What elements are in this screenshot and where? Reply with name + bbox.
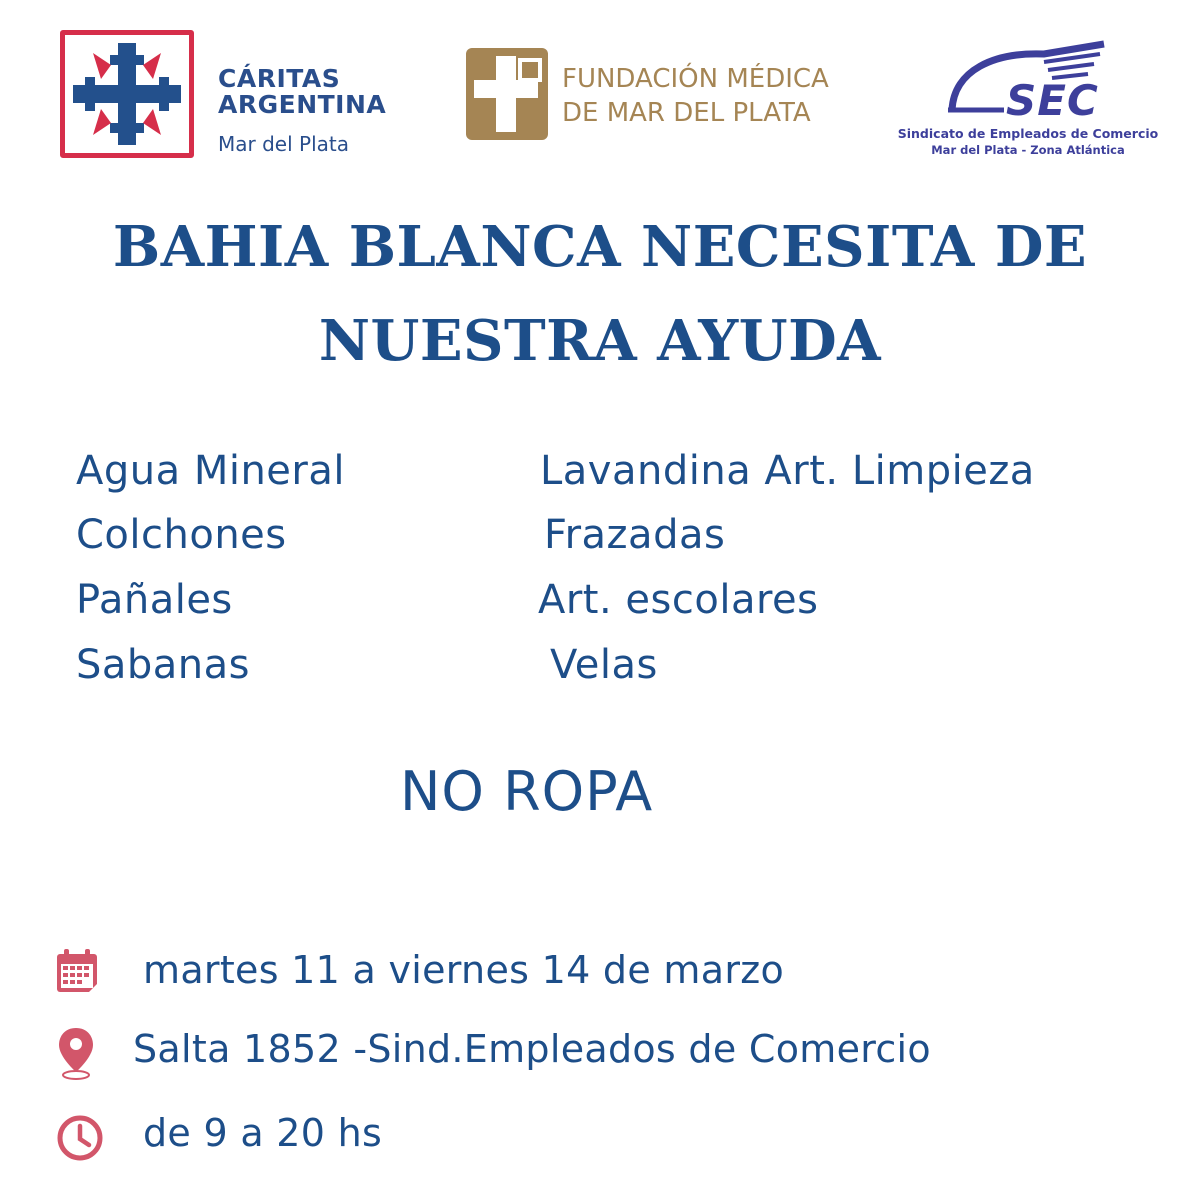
sec-fullname: Sindicato de Empleados de Comercio	[897, 126, 1159, 141]
fundacion-line1: FUNDACIÓN MÉDICA	[562, 64, 829, 94]
caritas-city: Mar del Plata	[218, 132, 349, 156]
item-panales: Pañales	[76, 577, 233, 623]
date-text: martes 11 a viernes 14 de marzo	[143, 948, 785, 992]
caritas-name	[218, 66, 386, 118]
item-sabanas: Sabanas	[76, 642, 251, 688]
hours-text: de 9 a 20 hs	[143, 1111, 383, 1155]
caritas-line2: ARGENTINA	[218, 90, 387, 119]
location-text: Salta 1852 -Sind.Empleados de Comercio	[133, 1027, 931, 1071]
caritas-line1: CÁRITAS	[218, 64, 341, 93]
item-agua-mineral: Agua Mineral	[76, 448, 345, 494]
fundacion-line2: DE MAR DEL PLATA	[562, 98, 811, 128]
fundacion-cross-icon	[466, 48, 548, 140]
map-pin-icon	[56, 1026, 96, 1080]
sec-acronym: SEC	[1006, 76, 1099, 125]
item-art-escolares: Art. escolares	[538, 577, 819, 623]
fundacion-name	[562, 62, 829, 130]
clock-icon	[56, 1114, 104, 1162]
calendar-icon	[55, 948, 101, 996]
caritas-emblem	[60, 30, 194, 158]
item-lavandina: Lavandina Art. Limpieza	[540, 448, 1035, 494]
caritas-cross-icon	[65, 35, 189, 153]
headline-line1: BAHIA BLANCA NECESITA DE	[112, 214, 1088, 280]
fundacion-medica-logo	[462, 44, 862, 144]
sec-location: Mar del Plata - Zona Atlántica	[931, 143, 1125, 157]
headline	[0, 200, 1200, 388]
item-frazadas: Frazadas	[544, 512, 726, 558]
no-ropa-notice: NO ROPA	[400, 760, 654, 823]
item-colchones: Colchones	[76, 512, 287, 558]
sec-logo	[888, 40, 1168, 162]
caritas-logo	[38, 20, 403, 170]
item-velas: Velas	[550, 642, 658, 688]
headline-line2: NUESTRA AYUDA	[318, 308, 882, 374]
